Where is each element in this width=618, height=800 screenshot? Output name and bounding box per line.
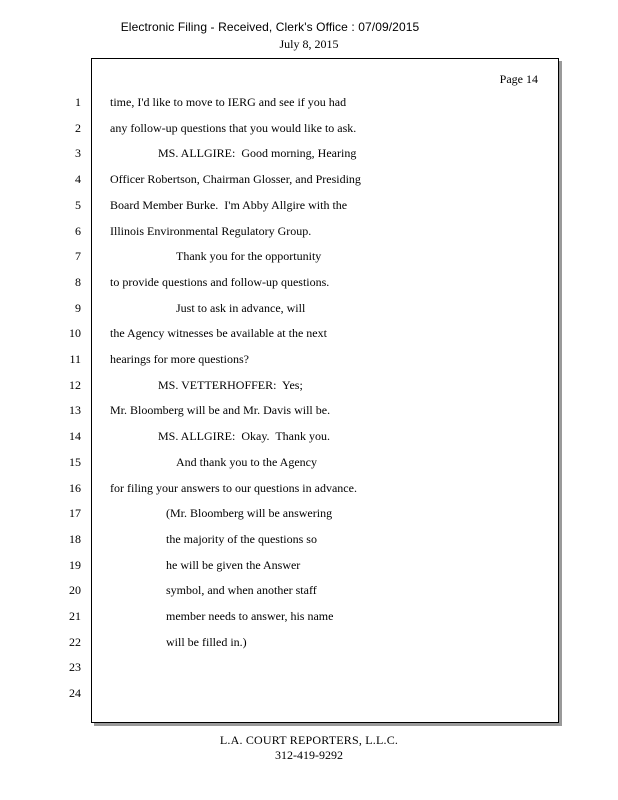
line-number: 15 [69, 455, 81, 469]
line-number: 3 [75, 146, 81, 160]
transcript-line-text: for filing your answers to our questions in advance. [110, 481, 357, 495]
transcript-line-text: member needs to answer, his name [166, 609, 334, 623]
transcript-line-text: any follow-up questions that you would like to ask. [110, 121, 357, 135]
transcript-line-text: And thank you to the Agency [176, 455, 317, 469]
transcript-line-text: to provide questions and follow-up questions. [110, 275, 330, 289]
line-number: 6 [75, 224, 81, 238]
transcript-line-text: MS. ALLGIRE: Good morning, Hearing [158, 146, 357, 160]
line-number: 23 [69, 660, 81, 674]
transcript-line-text: Mr. Bloomberg will be and Mr. Davis will be. [110, 403, 331, 417]
page-number: Page 14 [499, 72, 538, 86]
transcript-line-text: will be filled in.) [166, 635, 247, 649]
line-number: 24 [69, 686, 81, 700]
line-number: 16 [69, 481, 81, 495]
line-number: 10 [69, 326, 81, 340]
line-number: 17 [69, 506, 81, 520]
transcript-line-text: hearings for more questions? [110, 352, 249, 366]
line-number: 21 [69, 609, 81, 623]
line-number: 18 [69, 532, 81, 546]
line-number: 8 [75, 275, 81, 289]
line-number: 12 [69, 378, 81, 392]
transcript-line-text: (Mr. Bloomberg will be answering [166, 506, 333, 520]
transcript-line-text: Officer Robertson, Chairman Glosser, and Presiding [110, 172, 361, 186]
transcript-line-text: he will be given the Answer [166, 558, 301, 572]
line-number: 22 [69, 635, 81, 649]
court-reporter-phone: 312-419-9292 [275, 748, 343, 762]
transcript-line-text: the majority of the questions so [166, 532, 317, 546]
transcript-line-text: Board Member Burke. I'm Abby Allgire with the [110, 198, 348, 212]
line-number: 1 [75, 95, 81, 109]
court-reporter-name: L.A. COURT REPORTERS, L.L.C. [219, 733, 399, 747]
transcript-line-text: MS. VETTERHOFFER: Yes; [158, 378, 303, 392]
line-number: 20 [69, 583, 81, 597]
transcript-line-text: symbol, and when another staff [166, 583, 317, 597]
electronic-filing-stamp: Electronic Filing - Received, Clerk's Office : 07/09/2015 [120, 20, 420, 34]
transcript-line-text: Illinois Environmental Regulatory Group. [110, 224, 312, 238]
line-number: 14 [69, 429, 81, 443]
line-number: 9 [75, 301, 81, 315]
line-number: 5 [75, 198, 81, 212]
document-date: July 8, 2015 [279, 37, 339, 51]
transcript-line-text: MS. ALLGIRE: Okay. Thank you. [158, 429, 330, 443]
transcript-line-text: Just to ask in advance, will [176, 301, 306, 315]
transcript-line-text: the Agency witnesses be available at the next [110, 326, 327, 340]
line-number: 7 [75, 249, 81, 263]
line-number: 19 [69, 558, 81, 572]
transcript-line-text: time, I'd like to move to IERG and see if you had [110, 95, 347, 109]
line-number: 11 [69, 352, 81, 366]
line-number: 4 [75, 172, 81, 186]
line-number: 2 [75, 121, 81, 135]
line-number: 13 [69, 403, 81, 417]
transcript-line-text: Thank you for the opportunity [176, 249, 322, 263]
